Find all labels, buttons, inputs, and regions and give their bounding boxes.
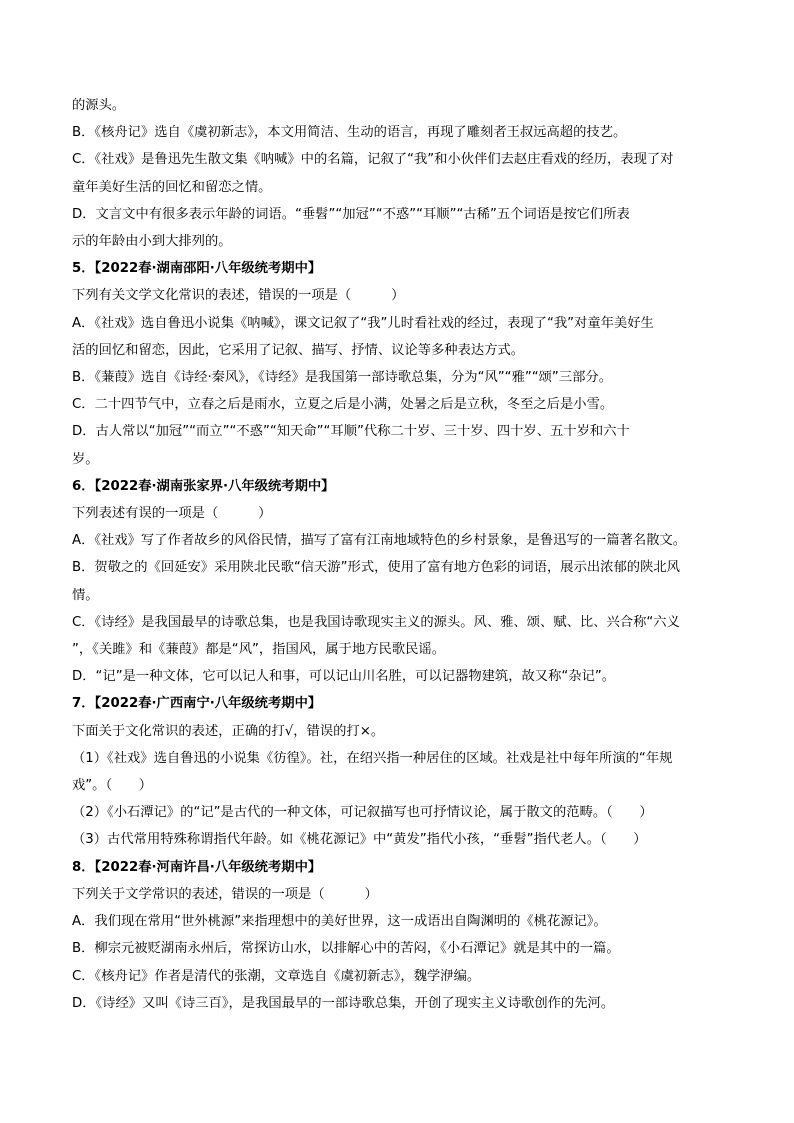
question-7-heading: 7．【2022春·广西南宁·八年级统考期中】 bbox=[72, 696, 322, 712]
question-7-stem: 下面关于文化常识的表述，正确的打√，错误的打×。 bbox=[72, 723, 385, 739]
question-7-item-1: （1）《社戏》选自鲁迅的小说集《彷徨》。社，在绍兴指一种居住的区域。社戏是社中每年所演的“年规 bbox=[72, 750, 673, 766]
continued-text: 的源头。 bbox=[72, 98, 126, 113]
question-5-option-d: D．古人常以“加冠”“而立”“不惑”“知天命”“耳顺”代称二十岁、三十岁、四十岁、五十岁和六十 bbox=[72, 424, 630, 440]
question-6-stem: 下列表述有误的一项是（ ） bbox=[72, 506, 272, 522]
exam-page bbox=[72, 92, 732, 1017]
option-b: B．《核舟记》选自《虞初新志》，本文用简洁、生动的语言，再现了雕刻者王叔远高超的技艺。 bbox=[72, 125, 627, 141]
question-5-option-b: B．《蒹葭》选自《诗经·秦风》，《诗经》是我国第一部诗歌总集，分为“风”“雅”“颂”三部分。 bbox=[72, 370, 613, 386]
question-6-heading: 6．【2022春·湖南张家界·八年级统考期中】 bbox=[72, 478, 335, 494]
question-8-option-c: C．《核舟记》作者是清代的张潮，文章选自《虞初新志》，魏学洢编。 bbox=[72, 968, 481, 984]
question-5-option-c: C．二十四节气中，立春之后是雨水，立夏之后是小满，处暑之后是立秋，冬至之后是小雪。 bbox=[72, 397, 614, 413]
question-6-option-c-continued: ”，《关雎》和《蒹葭》都是“风”，指国风，属于地方民歌民谣。 bbox=[72, 642, 446, 658]
question-6-option-a: A．《社戏》写了作者故乡的风俗民情，描写了富有江南地域特色的乡村景象，是鲁迅写的一篇著名散文。 bbox=[72, 533, 687, 549]
question-5-stem: 下列有关文学文化常识的表述，错误的一项是（ ） bbox=[72, 288, 405, 304]
question-7-item-3: （3）古代常用特殊称谓指代年龄。如《桃花源记》中“黄发”指代小孩，“垂髫”指代老人。（ ） bbox=[72, 832, 647, 848]
question-8-stem: 下列关于文学常识的表述，错误的一项是（ ） bbox=[72, 886, 378, 902]
question-5-option-d-continued: 岁。 bbox=[72, 451, 99, 467]
option-c-continued: 童年美好生活的回忆和留恋之情。 bbox=[72, 179, 272, 195]
option-d: D．文言文中有很多表示年龄的词语。“垂髫”“加冠”“不惑”“耳顺”“古稀”五个词语是按它们所表 bbox=[72, 206, 630, 222]
question-8-heading: 8．【2022春·河南许昌·八年级统考期中】 bbox=[72, 859, 322, 875]
question-7-item-2: （2）《小石潭记》的“记”是古代的一种文体，可记叙描写也可抒情议论，属于散文的范畴。（ ） bbox=[72, 805, 653, 821]
question-6-option-c: C．《诗经》是我国最早的诗歌总集，也是我国诗歌现实主义的源头。风、雅、颂、赋、比、兴合称“六义 bbox=[72, 614, 680, 630]
option-d-continued: 示的年龄由小到大排列的。 bbox=[72, 234, 232, 250]
question-8-option-b: B．柳宗元被贬湖南永州后，常探访山水，以排解心中的苦闷，《小石潭记》就是其中的一篇。 bbox=[72, 941, 620, 957]
question-5-heading: 5．【2022春·湖南邵阳·八年级统考期中】 bbox=[72, 261, 322, 277]
question-6-option-b-continued: 情。 bbox=[72, 587, 99, 603]
question-6-option-d: D．“记”是一种文体，它可以记人和事，可以记山川名胜，可以记器物建筑，故又称“杂记”。 bbox=[72, 669, 616, 685]
question-5-option-a-continued: 活的回忆和留恋，因此，它采用了记叙、描写、抒情、议论等多种表达方式。 bbox=[72, 342, 525, 358]
question-6-option-b: B．贺敬之的《回延安》采用陕北民歌“信天游”形式，使用了富有地方色彩的词语，展示出浓郁的陕北风 bbox=[72, 560, 680, 576]
question-8-option-a: A．我们现在常用“世外桃源”来指理想中的美好世界，这一成语出自陶渊明的《桃花源记》。 bbox=[72, 914, 607, 930]
option-c: C．《社戏》是鲁迅先生散文集《呐喊》中的名篇，记叙了“我”和小伙伴们去赵庄看戏的经历，表现了对 bbox=[72, 152, 674, 168]
question-7-item-1-continued: 戏”。（ ） bbox=[72, 778, 153, 794]
question-5-option-a: A．《社戏》选自鲁迅小说集《呐喊》，课文记叙了“我”儿时看社戏的经过，表现了“我”对童年美好生 bbox=[72, 315, 654, 331]
question-8-option-d: D．《诗经》又叫《诗三百》，是我国最早的一部诗歌总集，开创了现实主义诗歌创作的先河。 bbox=[72, 995, 615, 1011]
